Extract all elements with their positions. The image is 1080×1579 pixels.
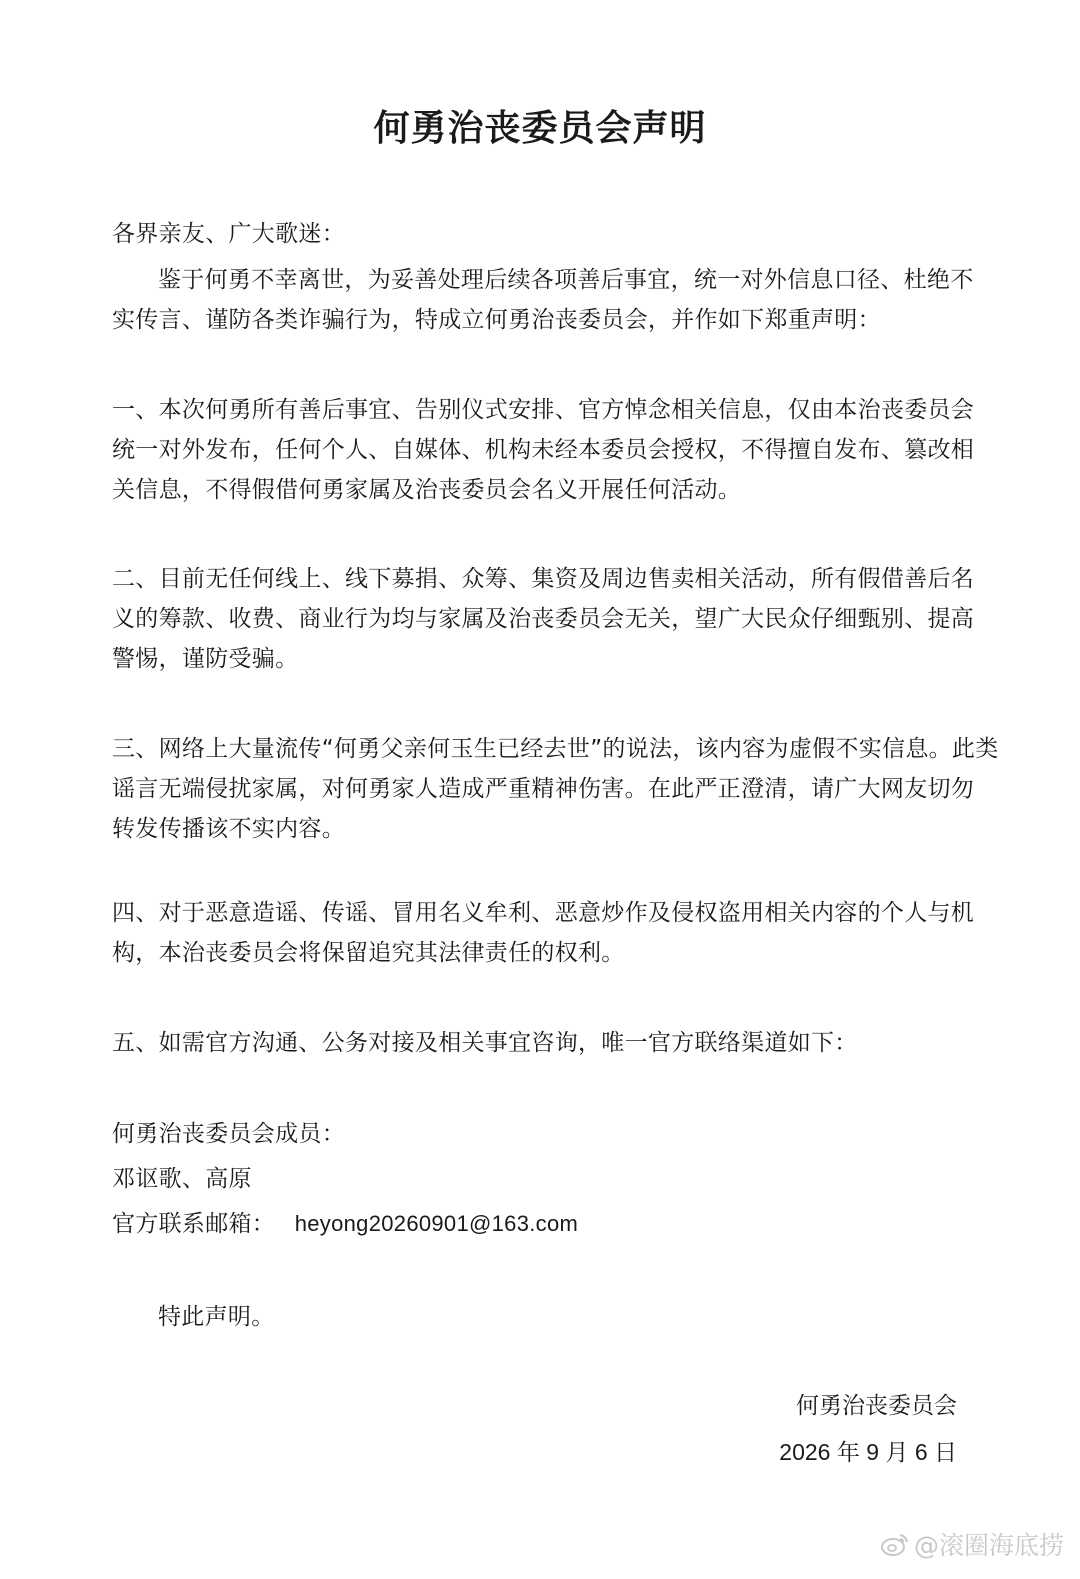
item-line: 义的筹款、收费、商业行为均与家属及治丧委员会无关，望广大民众仔细甄别、提高 xyxy=(112,606,975,632)
members-names: 邓讴歌、高原 xyxy=(112,1166,252,1192)
item-line: 构，本治丧委员会将保留追究其法律责任的权利。 xyxy=(112,940,625,966)
item-line: 一、本次何勇所有善后事宜、告别仪式安排、官方悼念相关信息，仅由本治丧委员会 xyxy=(112,397,975,423)
item-line: 四、对于恶意造谣、传谣、冒用名义牟利、恶意炒作及侵权盗用相关内容的个人与机 xyxy=(112,900,975,926)
document-title: 何勇治丧委员会声明 xyxy=(373,108,707,149)
watermark xyxy=(880,1526,1064,1562)
intro-line: 实传言、谨防各类诈骗行为，特成立何勇治丧委员会，并作如下郑重声明： xyxy=(112,307,881,333)
item-line: 统一对外发布，任何个人、自媒体、机构未经本委员会授权，不得擅自发布、篡改相 xyxy=(112,437,975,463)
weibo-logo-icon xyxy=(880,1531,910,1557)
salutation: 各界亲友、广大歌迷： xyxy=(112,221,345,247)
members-label: 何勇治丧委员会成员： xyxy=(112,1121,345,1147)
watermark-text: @滚圈海底捞 xyxy=(913,1531,1064,1560)
item-line: 三、网络上大量流传“何勇父亲何玉生已经去世”的说法，该内容为虚假不实信息。此类 xyxy=(112,736,999,762)
email-label: 官方联系邮箱： xyxy=(112,1211,276,1237)
item-line: 二、目前无任何线上、线下募捐、众筹、集资及周边售卖相关活动，所有假借善后名 xyxy=(112,566,975,592)
intro-line: 鉴于何勇不幸离世，为妥善处理后续各项善后事宜，统一对外信息口径、杜绝不 xyxy=(158,267,974,293)
email-row xyxy=(112,1204,578,1244)
email-address: heyong20260901@163.com xyxy=(294,1211,579,1236)
closing-text: 特此声明。 xyxy=(158,1304,275,1330)
item-line: 警惕，谨防受骗。 xyxy=(112,646,299,672)
item-line: 转发传播该不实内容。 xyxy=(112,816,345,842)
signature-organization: 何勇治丧委员会 xyxy=(796,1393,957,1419)
item-line: 关信息，不得假借何勇家属及治丧委员会名义开展任何活动。 xyxy=(112,477,742,503)
item-line: 谣言无端侵扰家属，对何勇家人造成严重精神伤害。在此严正澄清，请广大网友切勿 xyxy=(112,776,975,802)
item-line: 五、如需官方沟通、公务对接及相关事宜咨询，唯一官方联络渠道如下： xyxy=(112,1030,858,1056)
signature-date: 2026 年 9 月 6 日 xyxy=(779,1439,957,1465)
